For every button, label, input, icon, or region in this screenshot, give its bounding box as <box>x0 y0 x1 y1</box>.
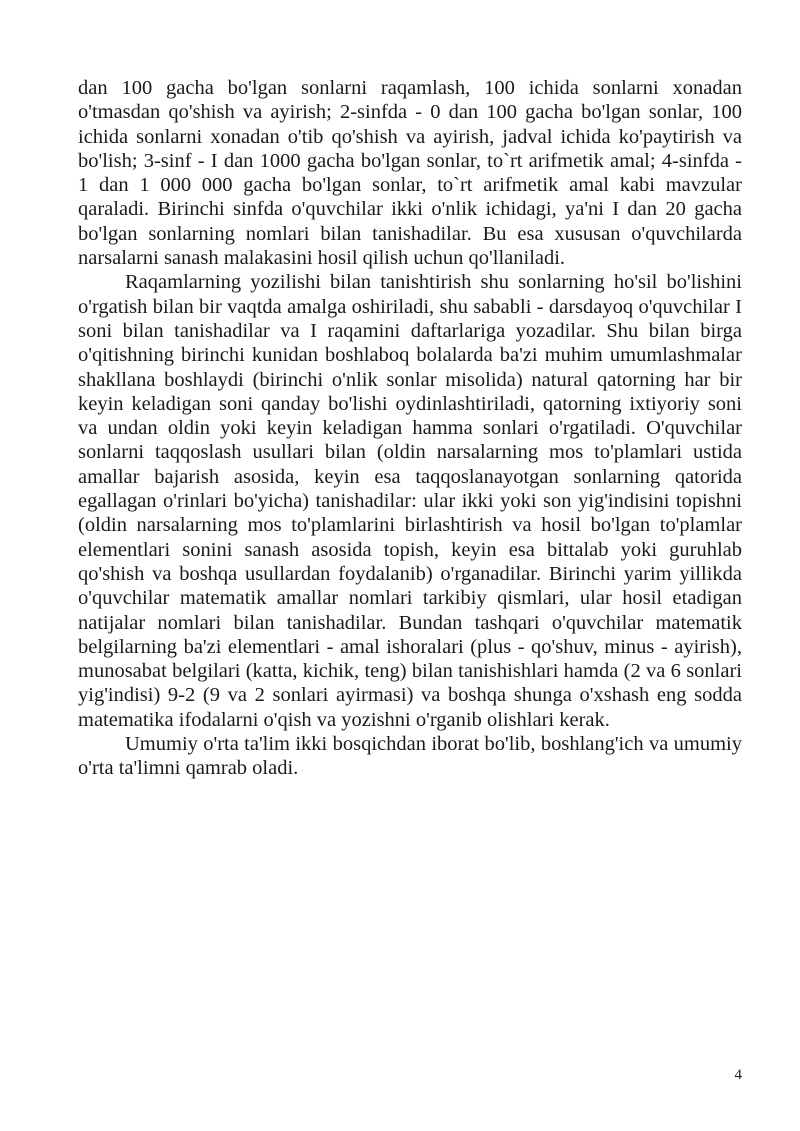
paragraph-numerals: Raqamlarning yozilishi bilan tanishtirish shu sonlarning ho'sil bo'lishini o'rgatish bilan bir vaqtda amalga oshiriladi, shu sababli - darsdayoq o'quvchilar I soni bilan tanishadilar va I raqamini daftarlariga yozadilar. Shu bilan birga o'qitishning birinchi kunidan boshlaboq bolalarda ba'zi muhim umumlashmalar shakllana boshlaydi (birinchi o'nlik sonlar misolida) natural qatorning har bir keyin keladigan soni qanday bo'lishi oydinlashtiriladi, qatorning ixtiyoriy soni va undan oldin yoki keyin keladigan hamma sonlari o'rgatiladi. O'quvchilar sonlarni taqqoslash usullari bilan (oldin narsalarning mos to'plamlari ustida amallar bajarish asosida, keyin esa taqqoslanayotgan sonlarning qatorida egallagan o'rinlari bo'yicha) tanishadilar: ular ikki yoki son yig'indisini topishni (oldin narsalarning mos to'plamlarini birlashtirish va hosil bo'lgan to'plamlar elementlari sonini sanash asosida topish, keyin esa bittalab yoki guruhlab qo'shish va boshqa usullardan foydalanib) o'rganadilar. Birinchi yarim yillikda o'quvchilar matematik amallar nomlari tarkibiy qismlari, ular hosil etadigan natijalar nomlari bilan tanishadilar. Bundan tashqari o'quvchilar matematik belgilarning ba'zi elementlari - amal ishoralari (plus - qo'shuv, minus - ayirish), munosabat belgilari (katta, kichik, teng) bilan tanishishlari hamda (2 va 6 sonlari yig'indisi) 9-2 (9 va 2 sonlari ayirmasi) va boshqa shunga o'xshash eng sodda matematika ifodalarni o'qish va yozishni o'rganib olishlari kerak. <box>78 271 742 731</box>
paragraph-continuation: dan 100 gacha bo'lgan sonlarni raqamlash, 100 ichida sonlarni xonadan o'tmasdan qo'shish va ayirish; 2-sinfda - 0 dan 100 gacha bo'lgan sonlar, 100 ichida sonlarni xonadan o'tib qo'shish va ayirish, jadval ichida ko'paytirish va bo'lish; 3-sinf - I dan 1000 gacha bo'lgan sonlar, to`rt arifmetik amal; 4-sinfda - 1 dan 1 000 000 gacha bo'lgan sonlar, to`rt arifmetik amal kabi mavzular qaraladi. Birinchi sinfda o'quvchilar ikki o'nlik ichidagi, ya'ni I dan 20 gacha bo'lgan sonlarning nomlari bilan tanishadilar. Bu esa xususan o'quvchilarda narsalarni sanash malakasini hosil qilish uchun qo'llaniladi. <box>78 77 742 270</box>
document-page <box>78 76 742 781</box>
paragraph-general-education: Umumiy o'rta ta'lim ikki bosqichdan iborat bo'lib, boshlang'ich va umumiy o'rta ta'limni qamrab oladi. <box>78 733 742 780</box>
page-number: 4 <box>734 1067 742 1083</box>
